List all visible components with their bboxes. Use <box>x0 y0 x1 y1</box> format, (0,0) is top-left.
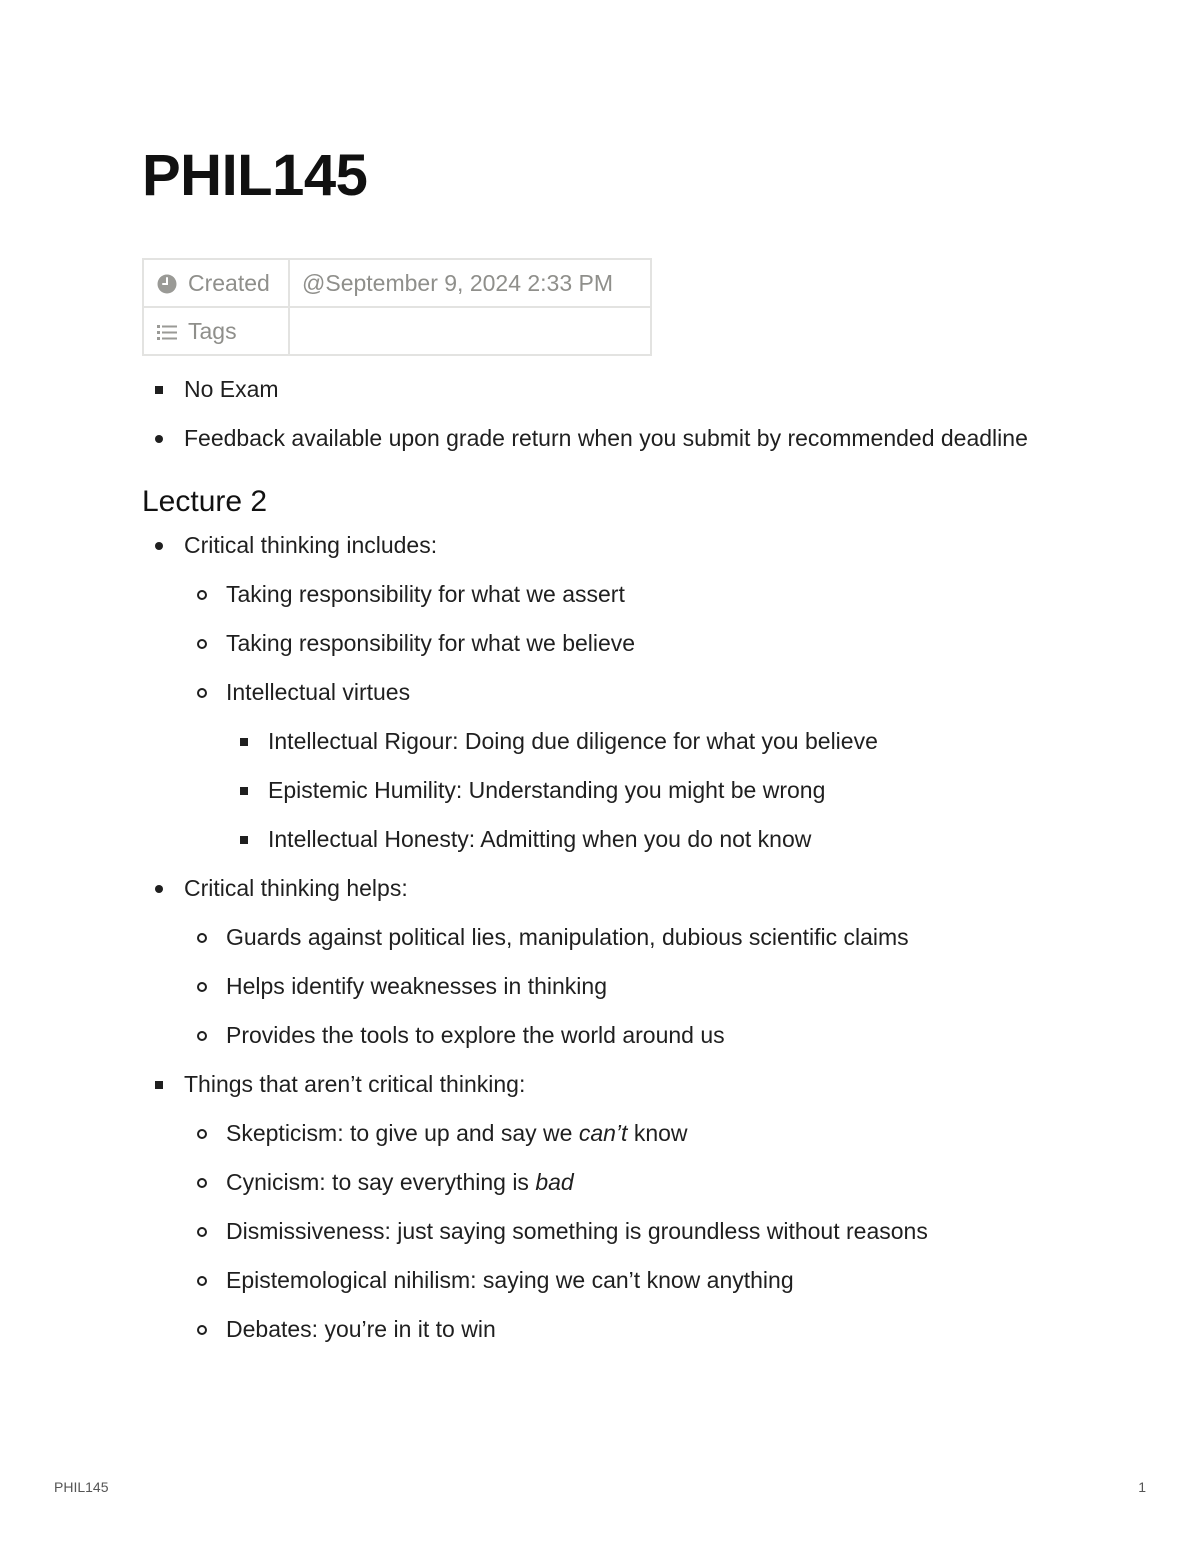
list-item: Critical thinking helps: Guards against political lies, manipulation, dubious scientific claims Helps identify weaknesses in thinking Provides the tools to explore the world around us <box>142 871 1042 1053</box>
list-item: Epistemological nihilism: saying we can’t know anything <box>184 1263 1042 1298</box>
property-key-tags[interactable] <box>143 307 289 355</box>
list-item: Provides the tools to explore the world around us <box>184 1018 1042 1053</box>
list-item: Epistemic Humility: Understanding you might be wrong <box>226 773 1042 808</box>
bullet-circle-icon <box>197 590 207 600</box>
bullet-square-icon <box>240 836 248 844</box>
bullet-circle-icon <box>197 1276 207 1286</box>
section-heading-lecture-2: Lecture 2 <box>142 485 268 518</box>
bullet-circle-icon <box>197 982 207 992</box>
property-value-tags[interactable] <box>289 307 651 355</box>
bullet-circle-icon <box>197 1227 207 1237</box>
nested-list <box>226 724 1042 857</box>
nested-list <box>184 577 1042 857</box>
clock-icon <box>156 273 178 295</box>
skepticism-text: Skepticism: to give up and say we can’t know <box>226 1120 688 1146</box>
intro-list <box>142 372 1042 456</box>
bullet-circle-icon <box>197 1129 207 1139</box>
list-item: Dismissiveness: just saying something is groundless without reasons <box>184 1214 1042 1249</box>
list-item: Debates: you’re in it to win <box>184 1312 1042 1347</box>
list-item: Things that aren’t critical thinking: Skepticism: to give up and say we can’t know Cynicism: to say everything is bad Dismissiveness: just saying something is groundless without reasons Epistemological nihilism: saying we can’t know anything Debates: you’re in it to win <box>142 1067 1042 1347</box>
list-item <box>184 1165 1042 1200</box>
page-content <box>142 372 1042 1347</box>
bullet-circle-icon <box>197 933 207 943</box>
bullet-circle-icon <box>197 688 207 698</box>
cynicism-text: Cynicism: to say everything is bad <box>226 1169 574 1195</box>
tags-label: Tags <box>188 317 237 344</box>
bullet-disc-icon <box>155 885 163 893</box>
list-item: Feedback available upon grade return when you submit by recommended deadline <box>142 421 1042 456</box>
list-item: Helps identify weaknesses in thinking <box>184 969 1042 1004</box>
properties-table <box>142 258 652 356</box>
nested-list <box>184 920 1042 1053</box>
footer-title: PHIL145 <box>54 1479 109 1495</box>
list-item: Taking responsibility for what we assert <box>184 577 1042 612</box>
bullet-square-icon <box>155 386 163 394</box>
list-item: No Exam <box>142 372 1042 407</box>
created-label: Created <box>188 269 270 296</box>
bullet-circle-icon <box>197 1178 207 1188</box>
bullet-square-icon <box>240 738 248 746</box>
bullet-square-icon <box>155 1081 163 1089</box>
bullet-disc-icon <box>155 542 163 550</box>
page-number: 1 <box>1138 1479 1146 1495</box>
list-item: Guards against political lies, manipulation, dubious scientific claims <box>184 920 1042 955</box>
property-key-created[interactable] <box>143 259 289 307</box>
list-icon <box>156 321 178 343</box>
list-item: Intellectual Honesty: Admitting when you do not know <box>226 822 1042 857</box>
bullet-circle-icon <box>197 1325 207 1335</box>
property-row-created <box>143 259 651 307</box>
nested-list <box>184 1116 1042 1347</box>
list-item: Critical thinking includes: Taking responsibility for what we assert Taking responsibility for what we believe Intellectual virtues Intellectual Rigour: Doing due diligence for what you believe Epistemic Humility: Understanding you might be wrong Intellectual Honesty: Admitting when you do not know <box>142 528 1042 857</box>
property-value-created[interactable]: @September 9, 2024 2:33 PM <box>289 259 651 307</box>
page-title: PHIL145 <box>142 143 368 208</box>
list-item: Intellectual Rigour: Doing due diligence for what you believe <box>226 724 1042 759</box>
bullet-circle-icon <box>197 1031 207 1041</box>
list-item <box>184 1116 1042 1151</box>
bullet-disc-icon <box>155 435 163 443</box>
bullet-circle-icon <box>197 639 207 649</box>
list-item: Intellectual virtues Intellectual Rigour: Doing due diligence for what you believe Epistemic Humility: Understanding you might be wrong Intellectual Honesty: Admitting when you do not know <box>184 675 1042 857</box>
list-item: Taking responsibility for what we believe <box>184 626 1042 661</box>
bullet-square-icon <box>240 787 248 795</box>
lecture-2-list <box>142 528 1042 1347</box>
property-row-tags <box>143 307 651 355</box>
